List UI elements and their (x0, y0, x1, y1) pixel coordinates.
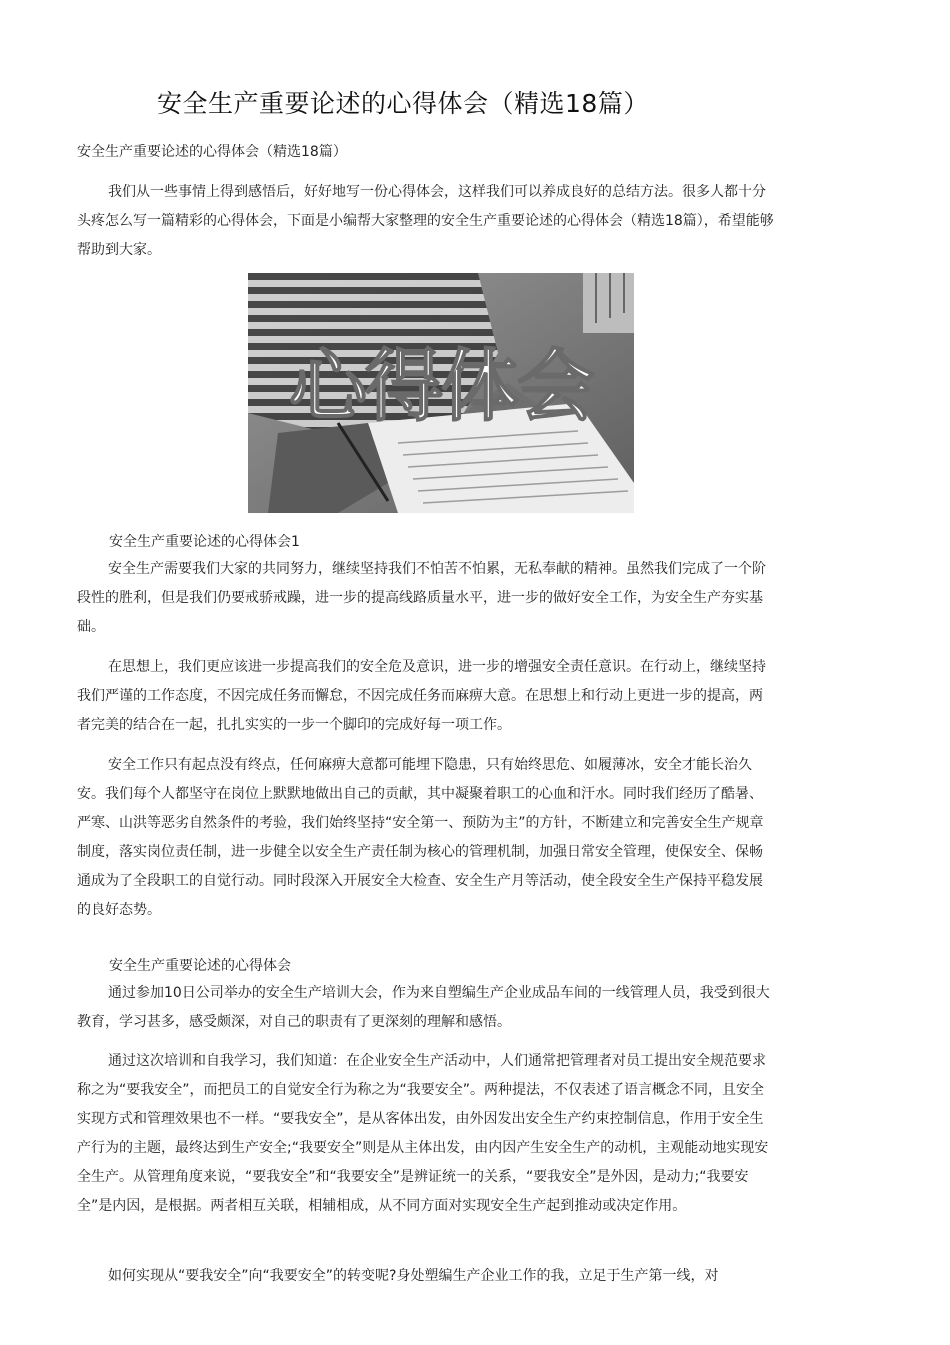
section-2-paragraph: 通过参加10日公司举办的安全生产培训大会，作为来自塑编生产企业成品车间的一线管理人员，我受到很大教育，学习甚多，感受颇深，对自己的职责有了更深刻的理解和感悟。 (77, 985, 770, 1030)
intro-paragraph: 我们从一些事情上得到感悟后，好好地写一份心得体会，这样我们可以养成良好的总结方法。很多人都十分头疼怎么写一篇精彩的心得体会，下面是小编帮大家整理的安全生产重要论述的心得体会（精选18篇），希望能够帮助到大家。 (77, 184, 774, 258)
section-1-paragraph: 在思想上，我们更应该进一步提高我们的安全危及意识，进一步的增强安全责任意识。在行动上，继续坚持我们严谨的工作态度，不因完成任务而懈怠，不因完成任务而麻痹大意。在思想上和行动上更进一步的提高，两者完美的结合在一起，扎扎实实的一步一个脚印的完成好每一项工作。 (77, 659, 766, 733)
photo-hand-writing-icon (248, 273, 634, 513)
illustration-image (248, 273, 634, 513)
section-1-paragraph: 安全工作只有起点没有终点，任何麻痹大意都可能埋下隐患，只有始终思危、如履薄冰，安全才能长治久安。我们每个人都坚守在岗位上默默地做出自己的贡献，其中凝聚着职工的心血和汗水。同时我们经历了酷暑、严寒、山洪等恶劣自然条件的考验，我们始终坚持“安全第一、预防为主”的方针，不断建立和完善安全生产规章制度，落实岗位责任制，进一步健全以安全生产责任制为核心的管理机制，加强日常安全管理，使保安全、保畅通成为了全段职工的自觉行动。同时段深入开展安全大检查、安全生产月等活动，使全段安全生产保持平稳发展的良好态势。 (77, 757, 764, 918)
section-heading-1: 安全生产重要论述的心得体会1 (109, 534, 300, 550)
document-title: 安全生产重要论述的心得体会（精选18篇） (157, 89, 649, 118)
section-1-paragraph: 安全生产需要我们大家的共同努力，继续坚持我们不怕苦不怕累，无私奉献的精神。虽然我们完成了一个阶段性的胜利，但是我们仍要戒骄戒躁，进一步的提高线路质量水平，进一步的做好安全工作，为安全生产夯实基础。 (77, 561, 766, 635)
section-2-paragraph: 通过这次培训和自我学习，我们知道：在企业安全生产活动中，人们通常把管理者对员工提出安全规范要求称之为“要我安全”，而把员工的自觉安全行为称之为“我要安全”。两种提法，不仅表述了语言概念不同，且安全实现方式和管理效果也不一样。“要我安全”，是从客体出发，由外因发出安全生产约束控制信息，作用于安全生产行为的主题，最终达到生产安全;“我要安全”则是从主体出发，由内因产生安全生产的动机，主观能动地实现安全生产。从管理角度来说，“要我安全”和“我要安全”是辨证统一的关系，“要我安全”是外因，是动力;“我要安全”是内因，是根据。两者相互关联，相辅相成，从不同方面对实现安全生产起到推动或决定作用。 (77, 1053, 769, 1214)
document-subtitle: 安全生产重要论述的心得体会（精选18篇） (77, 144, 347, 160)
section-heading-2: 安全生产重要论述的心得体会 (109, 958, 291, 974)
image-overlay-text: 心得体会 (288, 342, 594, 432)
section-2-paragraph: 如何实现从“要我安全”向“我要安全”的转变呢?身处塑编生产企业工作的我，立足于生产第一线，对 (108, 1268, 719, 1284)
